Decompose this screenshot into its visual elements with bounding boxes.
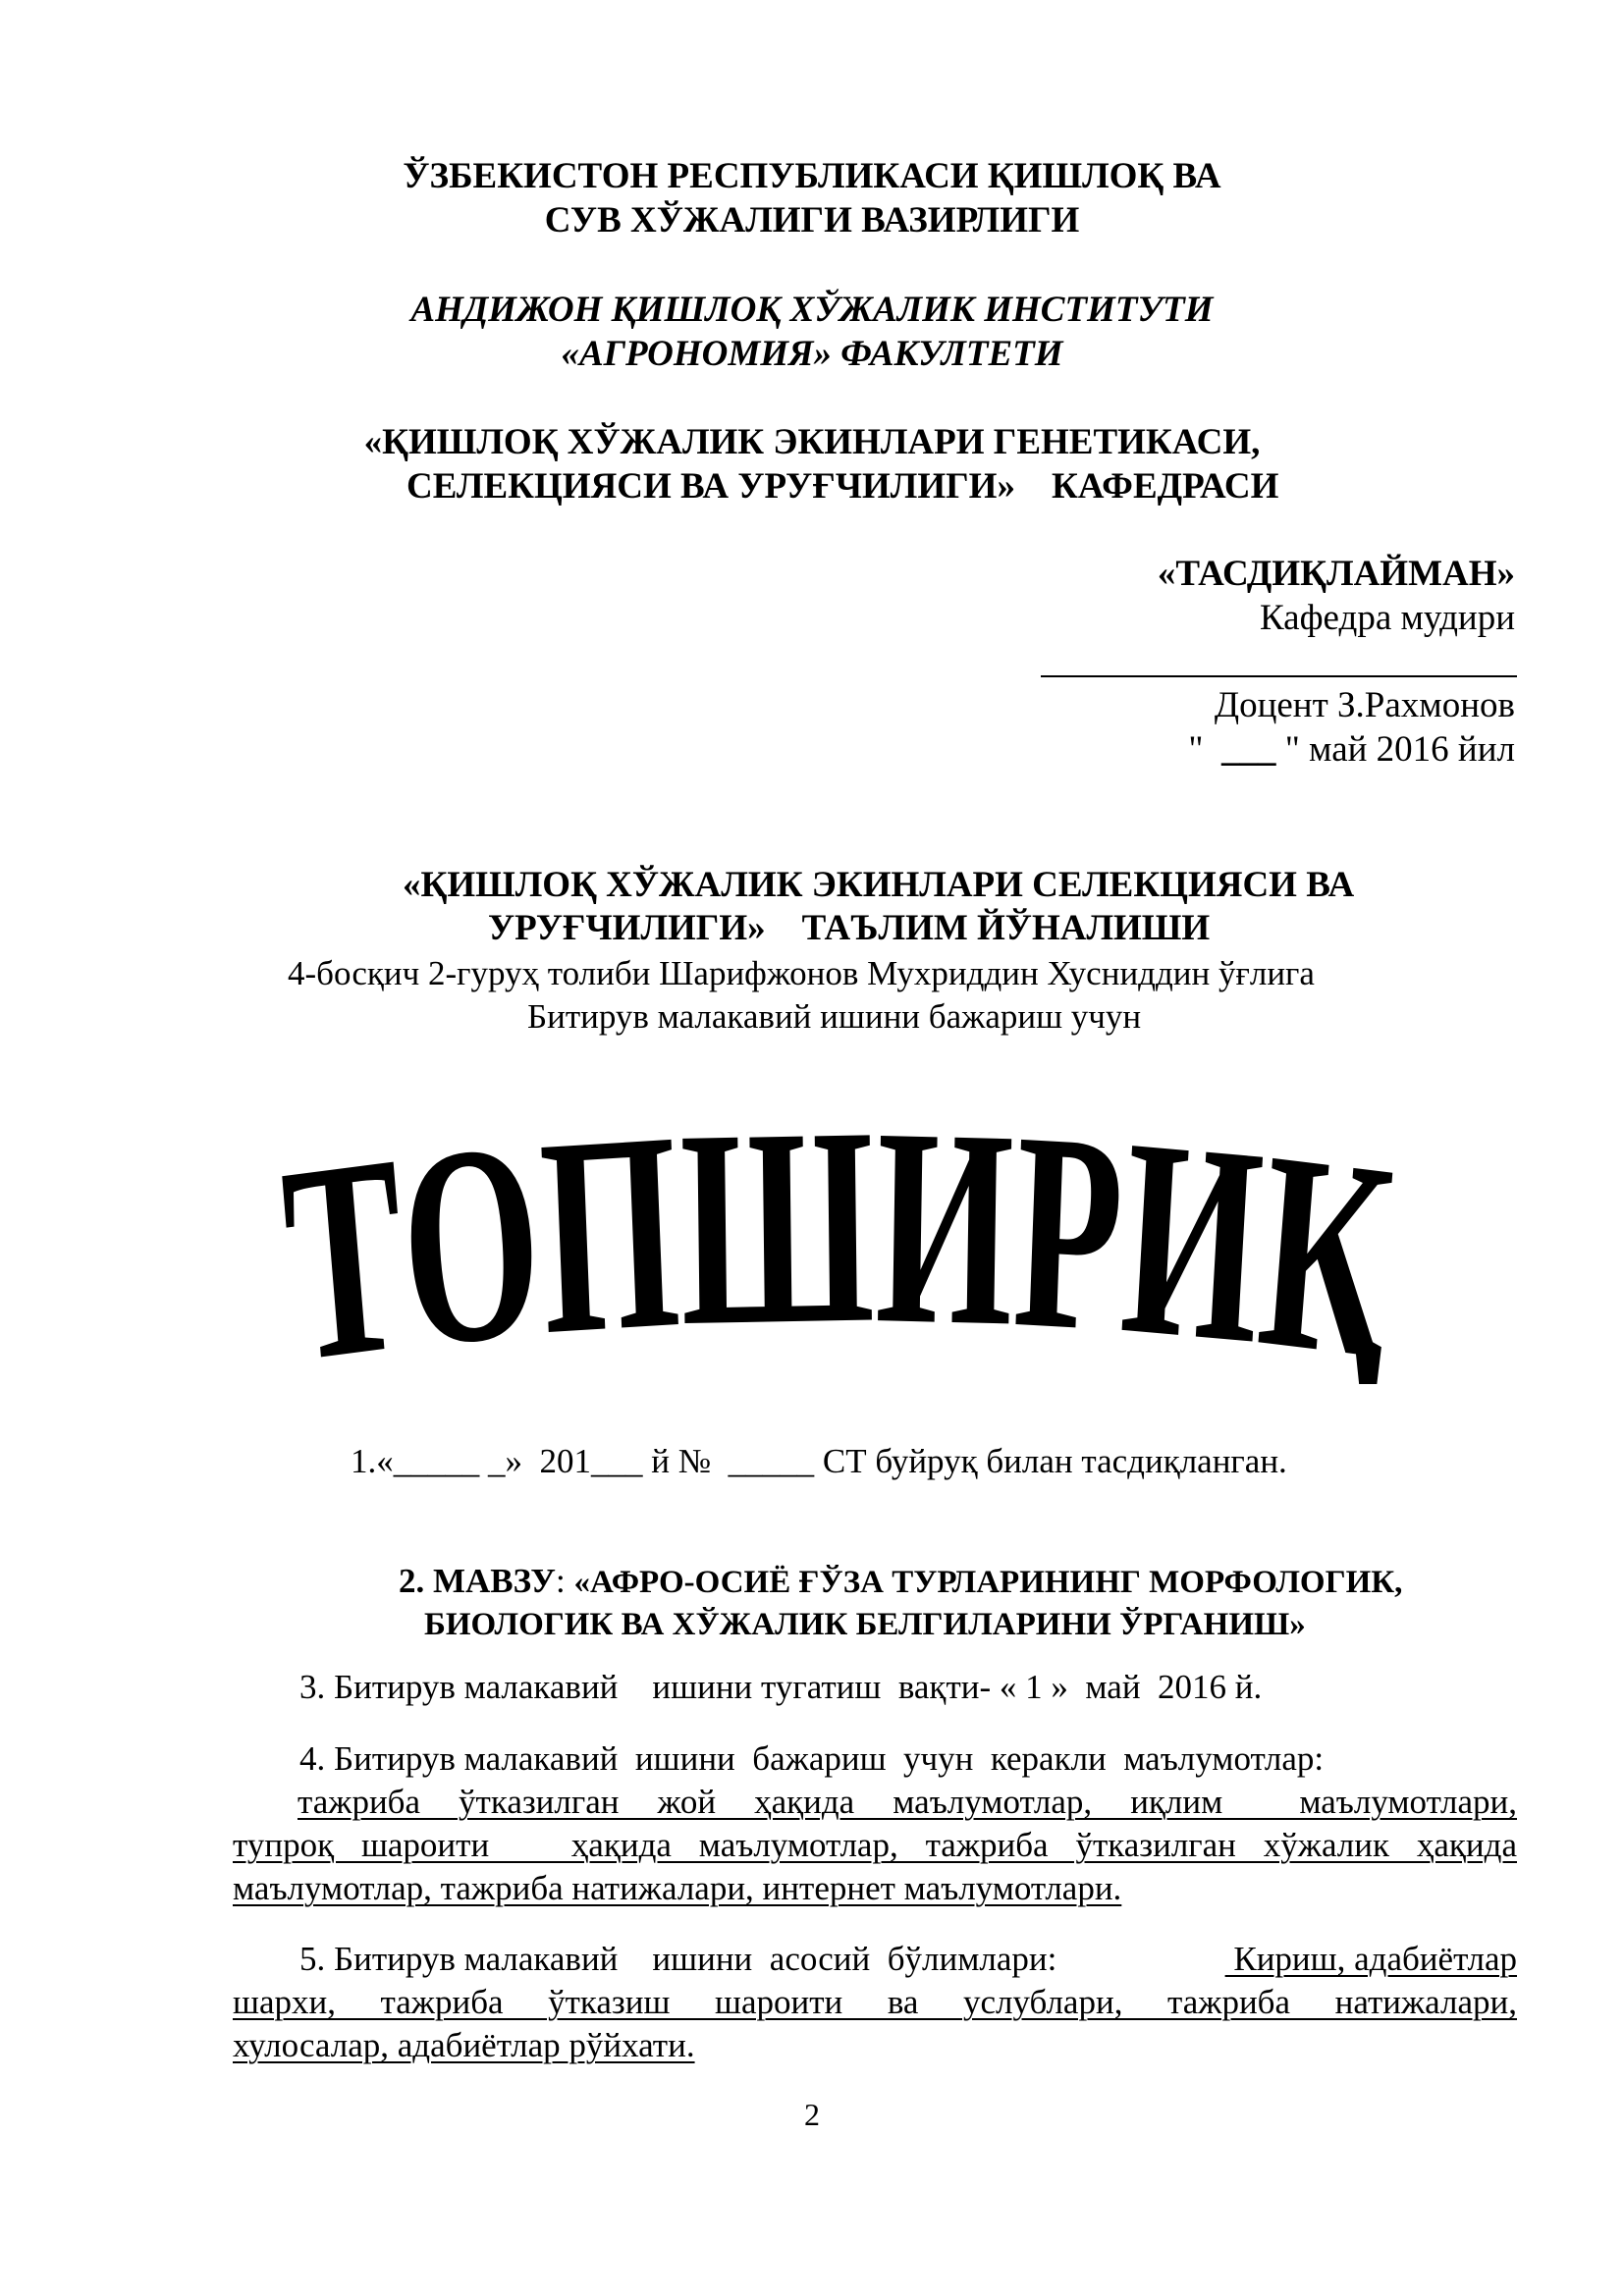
item-4-line-3: маълумотлар, тажриба натижалари, интернет маълумотлари. xyxy=(233,1869,1122,1907)
wordart-title-text xyxy=(275,1070,1424,1384)
item-5-line-1: Кириш, адабиётлар xyxy=(1224,1940,1517,1978)
faculty-line: «АГРОНОМИЯ» ФАКУЛТЕТИ xyxy=(561,334,1063,374)
approval-date xyxy=(1188,728,1515,771)
item-2-title-line-2: БИОЛОГИК ВА ХЎЖАЛИК БЕЛГИЛАРИНИ ЎРГАНИШ» xyxy=(424,1607,1306,1642)
approval-date-prefix: " xyxy=(1188,729,1204,770)
item-5-intro-row xyxy=(299,1940,1517,1979)
item-5-line-2: шархи, тажриба ўтказиш шароити ва услублари, тажриба натижалари, xyxy=(233,1983,1517,2021)
item-4-line-2: тупроқ шароити ҳақида маълумотлар, тажриба ўтказилган хўжалик ҳақида xyxy=(233,1826,1517,1864)
item-4-intro: 4. Битирув малакавий ишини бажариш учун керакли маълумотлар: xyxy=(299,1739,1325,1778)
item-1-suffix: СТ буйруқ билан тасдиқланган. xyxy=(814,1442,1287,1480)
item-2-title-line-1: «АФРО-ОСИЁ ҒЎЗА ТУРЛАРИНИНГ МОРФОЛОГИК, xyxy=(573,1565,1403,1600)
wordart-title-graphic xyxy=(275,1070,1424,1384)
item-5-line-3: хулосалар, адабиётлар рўйхати. xyxy=(233,2026,695,2064)
approval-title: «ТАСДИҚЛАЙМАН» xyxy=(1157,554,1515,594)
item-5-intro: 5. Битирув малакавий ишини асосий бўлимлари: xyxy=(299,1940,1066,1978)
item-1-number-blank: _____ xyxy=(728,1442,815,1480)
item-2-colon: : xyxy=(555,1562,574,1600)
ministry-line-1: ЎЗБЕКИСТОН РЕСПУБЛИКАСИ ҚИШЛОҚ ВА xyxy=(403,156,1221,196)
item-4-line-1: тажриба ўтказилган жой ҳақида маълумотлар, иқлим маълумотлари, xyxy=(298,1783,1517,1821)
student-line: 4-босқич 2-гуруҳ толиби Шарифжонов Мухриддин Хусниддин ўғлига xyxy=(288,954,1315,992)
item-2-topic xyxy=(399,1560,1402,1604)
approval-position: Кафедра мудири xyxy=(1259,598,1515,638)
approval-date-blank: ___ xyxy=(1220,729,1276,770)
item-2-label: 2. МАВЗУ xyxy=(399,1562,556,1600)
item-1-mid: _» 20 xyxy=(479,1442,574,1480)
purpose-line: Битирув малакавий ишини бажариш учун xyxy=(527,997,1142,1036)
item-1-day-blank: _____ xyxy=(393,1442,480,1480)
approval-date-suffix: " май 2016 йил xyxy=(1284,729,1515,770)
direction-line-2: УРУҒЧИЛИГИ» ТАЪЛИМ ЙЎНАЛИШИ xyxy=(488,908,1211,948)
page-number: 2 xyxy=(804,2097,820,2132)
department-line-1: «ҚИШЛОҚ ХЎЖАЛИК ЭКИНЛАРИ ГЕНЕТИКАСИ, xyxy=(363,422,1261,462)
item-1-number-label: й № xyxy=(642,1442,729,1480)
direction-line-1: «ҚИШЛОҚ ХЎЖАЛИК ЭКИНЛАРИ СЕЛЕКЦИЯСИ ВА xyxy=(403,865,1355,905)
item-1-prefix: 1.« xyxy=(351,1442,394,1480)
signature-line xyxy=(1041,675,1517,677)
item-1-order xyxy=(351,1442,1287,1481)
wordart-title-path: ТОПШИРИҚ xyxy=(275,1070,1424,1384)
wordart-title xyxy=(275,1070,1424,1384)
approval-name: Доцент З.Рахмонов xyxy=(1214,685,1515,725)
item-1-year-blank: 1___ xyxy=(573,1442,643,1480)
ministry-line-2: СУВ ХЎЖАЛИГИ ВАЗИРЛИГИ xyxy=(544,200,1080,240)
department-line-2: СЕЛЕКЦИЯСИ ВА УРУҒЧИЛИГИ» КАФЕДРАСИ xyxy=(406,466,1279,507)
institute-line-1: АНДИЖОН ҚИШЛОҚ ХЎЖАЛИК ИНСТИТУТИ xyxy=(410,290,1214,330)
item-3-deadline: 3. Битирув малакавий ишини тугатиш вақти- « 1 » май 2016 й. xyxy=(299,1668,1263,1706)
